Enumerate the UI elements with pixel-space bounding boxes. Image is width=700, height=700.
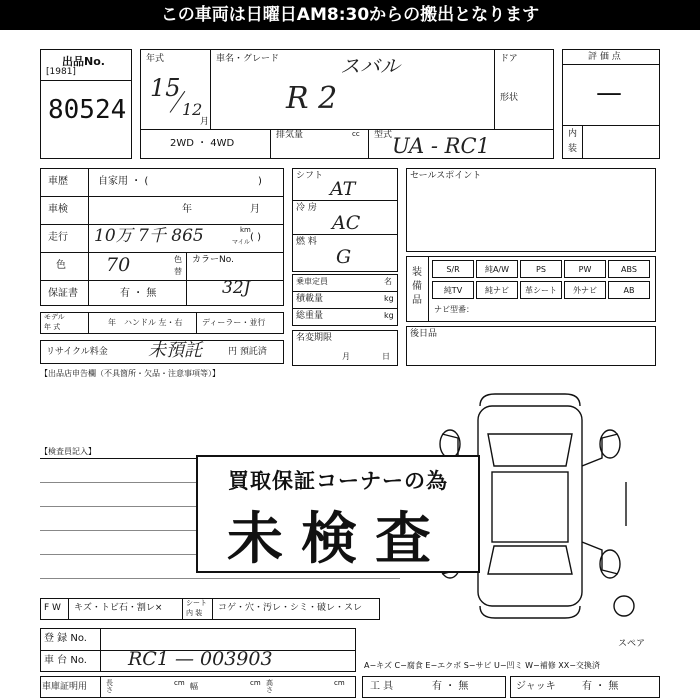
warranty-value: 有 ・ 無	[120, 288, 157, 299]
fuel-label: 燃 料	[296, 237, 317, 247]
shaken-label: 車検	[48, 204, 68, 215]
color-no-value: 32J	[222, 278, 251, 298]
top-banner: この車両は日曜日AM8:30からの搬出となります	[0, 0, 700, 30]
capacity-label: 乗車定員	[296, 277, 328, 286]
gross-unit: kg	[384, 311, 394, 320]
shaken-month: 月	[250, 204, 260, 215]
shape-label: 形状	[500, 93, 519, 103]
type-value: UA - RC1	[392, 134, 490, 158]
sales-point-label: セールスポイント	[410, 171, 482, 181]
lot-number: 80524	[48, 95, 127, 125]
tools-value: 有 ・ 無	[432, 681, 469, 692]
handle-label: ハンドル 左・右	[124, 318, 183, 327]
mileage-label: 走行	[48, 232, 68, 243]
equipment-row2-item-0: 純TV	[432, 281, 474, 299]
shift-value: AT	[330, 178, 356, 200]
model-label-2: 年 式	[44, 323, 61, 331]
grade-value: —	[596, 78, 622, 108]
fw-label: F W	[44, 603, 61, 613]
equipment-row1-item-0: S/R	[432, 260, 474, 278]
equipment-row1-item-4: ABS	[608, 260, 650, 278]
stamp-big: 未検査	[227, 506, 449, 572]
garage-box	[40, 676, 356, 698]
change-day: 日	[382, 352, 390, 361]
after-box	[406, 326, 656, 366]
exhibitor-note: 【出品店申告欄（不具箇所・欠品・注意事項等）】	[40, 369, 220, 378]
mileage-unit-mile: マイル	[232, 239, 250, 246]
color-value: 70	[106, 254, 131, 276]
uninspected-stamp	[196, 455, 480, 573]
mileage-paren: ( )	[250, 232, 261, 243]
lot-label: 出品No.	[62, 55, 105, 68]
history-reki-close: )	[258, 176, 262, 187]
garage-width: 幅	[190, 682, 198, 691]
equipment-row1-item-3: PW	[564, 260, 606, 278]
mileage-value: 10万 7千 865	[94, 226, 204, 246]
year-label: 年式	[146, 54, 165, 64]
garage-label: 車庫証明用	[42, 682, 88, 692]
color-no-label: カラーNo.	[192, 255, 234, 265]
change-month: 月	[342, 352, 350, 361]
capacity-unit: 名	[384, 277, 392, 286]
car-maker: スバル	[340, 54, 400, 78]
load-label: 積載量	[296, 294, 324, 304]
recycle-unit: 円 預託済	[228, 347, 267, 357]
color-change-2: 替	[174, 267, 182, 276]
interior-label-2: 装	[568, 144, 578, 154]
equipment-row1-item-1: 純A/W	[476, 260, 518, 278]
lot-code: [1981]	[46, 67, 76, 77]
fw-value: キズ・トビ石・割レ×	[74, 603, 163, 613]
shift-label: シフト	[296, 171, 324, 181]
stamp-title: 買取保証コーナーの為	[228, 469, 448, 493]
displacement-label: 排気量	[276, 130, 304, 140]
recycle-label: リサイクル料金	[46, 347, 108, 357]
navi-label: ナビ型番：	[434, 305, 474, 314]
month-value: 12	[182, 100, 203, 119]
equipment-row1-item-2: PS	[520, 260, 562, 278]
history-reki-value: 自家用 ・ (	[98, 176, 149, 187]
equipment-row2-item-3: 外ナビ	[564, 281, 606, 299]
chassis-value: RC1 — 003903	[128, 648, 273, 670]
equipment-label: 装 備 品	[412, 267, 422, 306]
inspector-label: 【検査員記入】	[40, 447, 96, 456]
equipment-row2-item-1: 純ナビ	[476, 281, 518, 299]
spare-label: スペア	[618, 639, 646, 649]
load-unit: kg	[384, 294, 394, 303]
color-label: 色	[56, 260, 66, 271]
month-unit: 月	[200, 117, 210, 127]
damage-legend: A−キズ C−腐食 E−エクボ S−サビ U−凹ミ W−補修 XX−交換済	[364, 661, 600, 670]
ac-label: 冷 房	[296, 203, 317, 213]
car-model: R 2	[286, 81, 338, 116]
model-label-1: モデル	[44, 313, 65, 321]
fuel-value: G	[336, 246, 352, 268]
seat-value: コゲ・穴・汚レ・シミ・破レ・スレ	[218, 603, 363, 613]
gross-label: 総重量	[296, 311, 324, 321]
equipment-row2-item-2: 革シート	[520, 281, 562, 299]
drive-label: 2WD ・ 4WD	[170, 138, 235, 149]
ac-value: AC	[332, 212, 361, 234]
mileage-unit-km: km	[240, 226, 251, 234]
equipment-row2-item-4: AB	[608, 281, 650, 299]
garage-height: 高さ	[266, 679, 273, 694]
garage-width-unit: cm	[250, 679, 261, 687]
door-label: ドア	[500, 54, 518, 64]
model-year: 年	[108, 318, 116, 327]
jack-value: 有 ・ 無	[582, 681, 619, 692]
garage-length: 長さ	[106, 679, 113, 694]
year-value: 15	[150, 74, 181, 102]
color-change-1: 色	[174, 255, 182, 264]
dealer-label: ディーラー・並行	[202, 318, 266, 327]
cc-unit: cc	[352, 130, 360, 138]
garage-len-unit: cm	[174, 679, 185, 687]
warranty-label: 保証書	[48, 288, 78, 299]
change-label: 名変期限	[296, 333, 333, 343]
registration-label: 登 録 No.	[44, 633, 87, 644]
seat-label-2: 内 装	[186, 609, 203, 617]
tools-label: 工 具	[370, 681, 394, 692]
seat-label-1: シート	[186, 599, 207, 607]
jack-label: ジャッキ	[516, 681, 556, 692]
car-name-label: 車名・グレード	[216, 54, 280, 64]
after-label: 後日品	[410, 329, 438, 339]
type-label: 型式	[374, 130, 393, 140]
chassis-label: 車 台 No.	[44, 655, 87, 666]
interior-label-1: 内	[568, 129, 578, 139]
shaken-year: 年	[182, 204, 192, 215]
garage-height-unit: cm	[334, 679, 345, 687]
history-reki-label: 車歴	[48, 176, 68, 187]
grade-label: 評 価 点	[588, 52, 621, 62]
recycle-value: 未預託	[148, 340, 202, 361]
